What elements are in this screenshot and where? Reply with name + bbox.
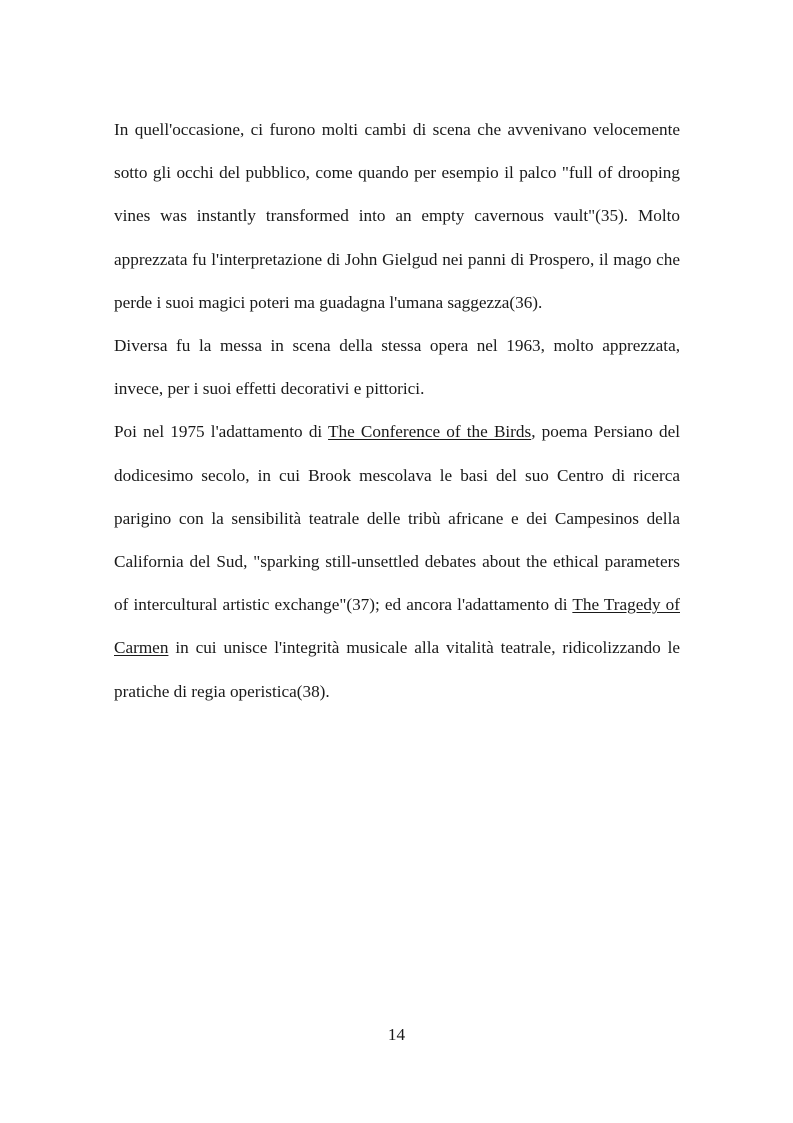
title-conference-of-the-birds: The Conference of the Birds: [328, 422, 532, 442]
paragraph-text: In quell'occasione, ci furono molti cambi di scena che avvenivano velocemente sotto gli occhi del pubblico, come quando per esempio il palco "full of drooping vines was instantly transformed into an empty cavernous vault"(35). Molto apprezzata fu l'interpretazione di John Gielgud nei panni di Prospero, il mago che perde i suoi magici poteri ma guadagna l'umana saggezza(36).: [114, 120, 680, 312]
page-number: 14: [387, 1025, 406, 1044]
paragraph-tempest-1957: [114, 108, 680, 324]
paragraph-conference-carmen: [114, 410, 680, 712]
paragraph-text: Diversa fu la messa in scena della stessa opera nel 1963, molto apprezzata, invece, per i suoi effetti decorativi e pittorici.: [114, 336, 680, 399]
body-text: [114, 108, 680, 713]
paragraph-text: , poema Persiano del dodicesimo secolo, in cui Brook mescolava le basi del suo Centro di ricerca parigino con la sensibilità teatrale delle tribù africane e dei Campesinos della California del Sud, "sparking still-unsettled debates about the ethical parameters of intercultural artistic exchange"(37); ed ancora l'adattamento di: [114, 422, 680, 615]
paragraph-tempest-1963: [114, 324, 680, 410]
title-tragedy-of-carmen: The Tragedy of Carmen: [114, 595, 680, 658]
paragraph-text: in cui unisce l'integrità musicale alla vitalità teatrale, ridicolizzando le pratiche di regia operistica(38).: [114, 638, 680, 701]
paragraph-text: Poi nel 1975 l'adattamento di: [114, 422, 329, 442]
